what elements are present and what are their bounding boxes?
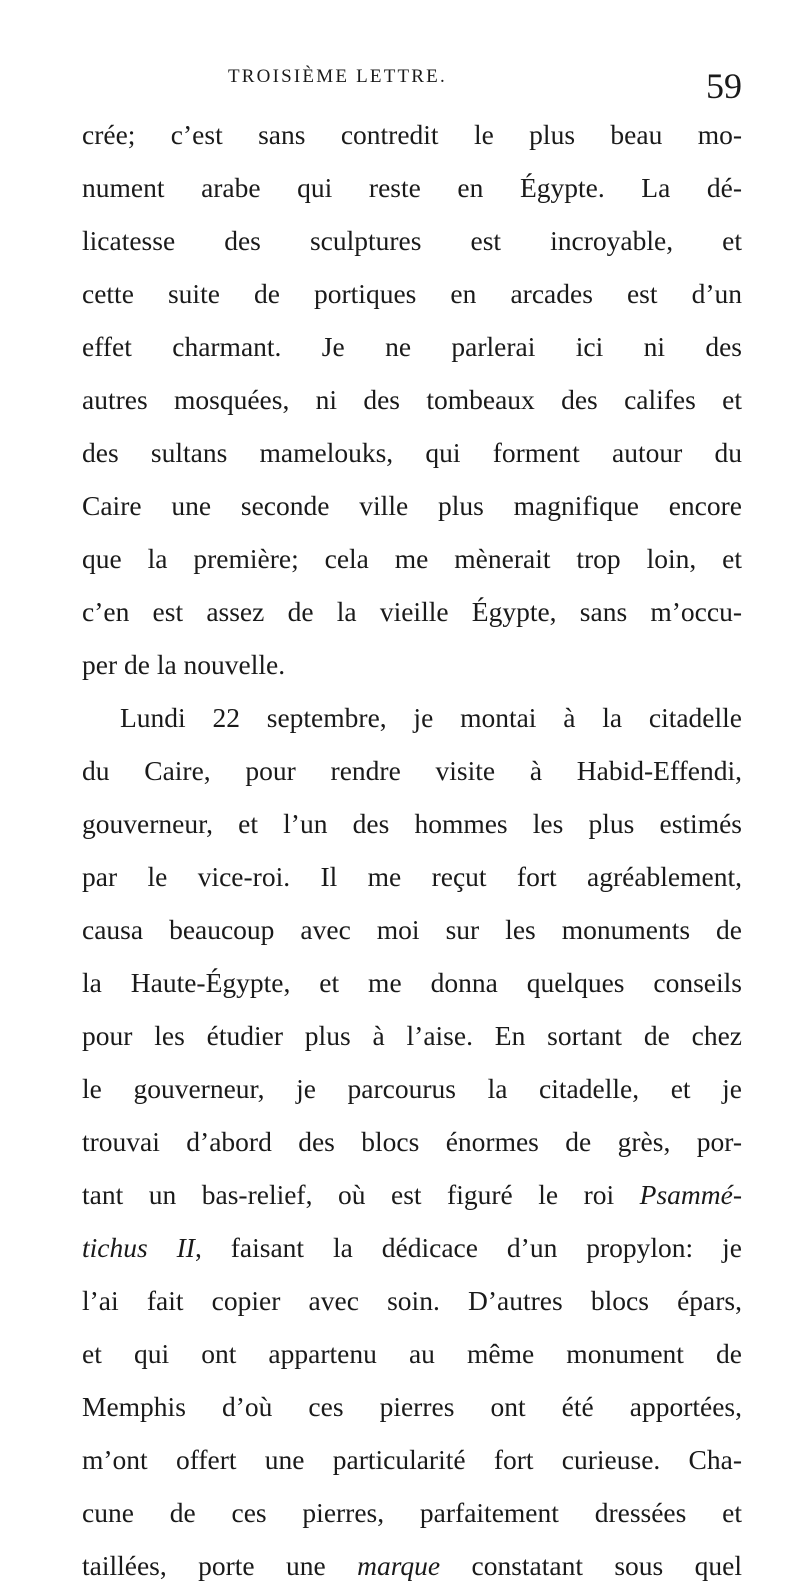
text-line: du Caire, pour rendre visite à Habid-Effendi, xyxy=(82,755,742,786)
text-line: Memphis d’où ces pierres ont été apportées, xyxy=(82,1391,742,1422)
line-italic: tichus II xyxy=(82,1232,195,1263)
text-line: causa beaucoup avec moi sur les monuments de xyxy=(82,914,742,945)
text-line: licatesse des sculptures est incroyable, et xyxy=(82,225,742,256)
text-line: des sultans mamelouks, qui forment autour du xyxy=(82,437,742,468)
text-line xyxy=(82,1168,742,1221)
text-line: que la première; cela me mènerait trop loin, et xyxy=(82,543,742,574)
text-line: le gouverneur, je parcourus la citadelle, et je xyxy=(82,1073,742,1104)
line-italic: marque xyxy=(357,1550,441,1581)
text-line: effet charmant. Je ne parlerai ici ni des xyxy=(82,331,742,362)
text-line: et qui ont appartenu au même monument de xyxy=(82,1338,742,1369)
text-line: cune de ces pierres, parfaitement dressées et xyxy=(82,1497,742,1528)
text-line: nument arabe qui reste en Égypte. La dé- xyxy=(82,172,742,203)
text-line: Caire une seconde ville plus magnifique encore xyxy=(82,490,742,521)
text-line: m’ont offert une particularité fort curieuse. Cha- xyxy=(82,1444,742,1475)
text-line: la Haute-Égypte, et me donna quelques conseils xyxy=(82,967,742,998)
text-line: crée; c’est sans contredit le plus beau mo- xyxy=(82,119,742,150)
page-number: 59 xyxy=(706,66,742,106)
line-roman: constatant sous quel xyxy=(440,1550,742,1581)
line-italic: Psammé- xyxy=(639,1179,742,1210)
text-line: l’ai fait copier avec soin. D’autres blocs épars, xyxy=(82,1285,742,1316)
text-line: per de la nouvelle. xyxy=(82,649,286,680)
text-line: Lundi 22 septembre, je montai à la citadelle xyxy=(120,702,742,733)
text-line: autres mosquées, ni des tombeaux des califes et xyxy=(82,384,742,415)
text-line: trouvai d’abord des blocs énormes de grès, por- xyxy=(82,1126,742,1157)
text-line: c’en est assez de la vieille Égypte, sans m’occu- xyxy=(82,596,742,627)
text-line: par le vice-roi. Il me reçut fort agréablement, xyxy=(82,861,742,892)
text-line xyxy=(82,1539,742,1592)
line-roman: tant un bas-relief, où est figuré le roi xyxy=(82,1179,640,1210)
text-line: gouverneur, et l’un des hommes les plus estimés xyxy=(82,808,742,839)
running-title: TROISIÈME LETTRE. xyxy=(228,66,447,87)
line-roman: , faisant la dédicace d’un propylon: je xyxy=(194,1232,742,1263)
text-line xyxy=(82,1221,742,1274)
line-roman: taillées, porte une xyxy=(82,1550,358,1581)
text-line: pour les étudier plus à l’aise. En sortant de chez xyxy=(82,1020,742,1051)
body-text xyxy=(82,108,742,1592)
text-line: cette suite de portiques en arcades est d’un xyxy=(82,278,742,309)
